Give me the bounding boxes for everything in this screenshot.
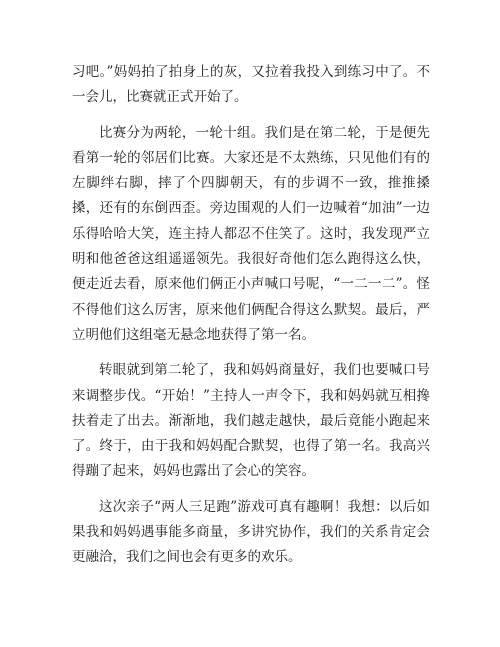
paragraph-conclusion: 这次亲子“两人三足跑”游戏可真有趣啊！我想：以后如果我和妈妈遇事能多商量，多讲究协作，我们的关系肯定会更融洽，我们之间也会有更多的欢乐。	[72, 498, 430, 566]
paragraph-continuation: 习吧。”妈妈拍了拍身上的灰，又拉着我投入到练习中了。不一会儿，比赛就正式开始了。	[72, 64, 430, 106]
document-page	[72, 60, 430, 581]
paragraph-first-round: 比赛分为两轮，一轮十组。我们是在第二轮，于是便先看第一轮的邻居们比赛。大家还是不太熟练，只见他们有的左脚绊右脚，摔了个四脚朝天，有的步调不一致，推推搡搡，还有的东倒西歪。旁边围观的人们一边喊着“加油”一边乐得哈哈大笑，连主持人都忍不住笑了。这时，我发现严立明和他爸爸这组遥遥领先。我很好奇他们怎么跑得这么快，便走近去看，原来他们俩正小声喊口号呢，“一二一二”。怪不得他们这么厉害，原来他们俩配合得这么默契。最后，严立明他们这组毫无悬念地获得了第一名。	[72, 124, 430, 343]
paragraph-second-round: 转眼就到第二轮了，我和妈妈商量好，我们也要喊口号来调整步伐。“开始！”主持人一声令下，我和妈妈就互相搀扶着走了出去。渐渐地，我们越走越快，最后竟能小跑起来了。终于，由于我和妈妈配合默契，也得了第一名。我高兴得蹦了起来，妈妈也露出了会心的笑容。	[72, 362, 430, 480]
